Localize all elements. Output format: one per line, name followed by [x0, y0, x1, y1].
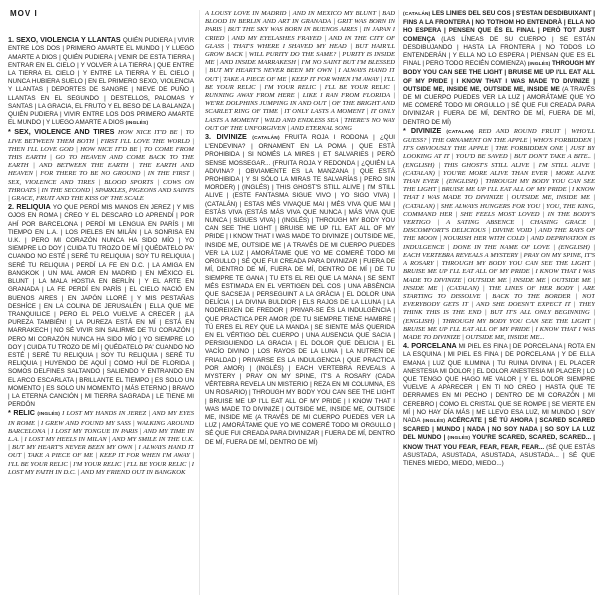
relic-english-continued: A LOUSY LOVE IN MADRID | AND IN MEXICO MY BLUNT | BAD BLOOD IN BERLIN AND ART IN GRANADA | GRIT WAS BORN IN PARIS | BUT THE SKY WAS BORN IN BUENOS AIRES | IN JAPAN I CRIED | AND MY EYELASHES FRAYED | AND IN THE CITY OF GLASS | THAT'S WHERE I SHAVED MY HEAD | BUT HAIR'LL GROW BACK | WILL PURITY DO THE SAME? | PURITY IS INSIDE ME | AND INSIDE MARRAKESH | I'M NO SAINT BUT I'M BLESSED | BUT MY HEART'S NEVER BEEN MY OWN | I ALWAYS HAND IT OUT | TAKE A PIECE OF ME | KEEP IT FOR WHEN I'M AWAY | I'LL BE YOUR RELIC | I'M YOUR RELIC | I'LL BE YOUR RELIC | RUNNING AWAY FROM HERE | LIKE I RAN FROM FLORIDA | WE'RE DOLPHINS JUMPING IN AND OUT | OF THE BRIGHT AND SCARLET RING OF TIME | IT ONLY LASTS A MOMENT | IT ONLY LASTS A MOMENT | WILD AND ENDLESS SEA | THERE'S NO WAY OUT OF THE UNFORGIVEN | AND ETERNAL SONG [205, 10, 395, 132]
song-1-english-text: HOW NICE IT'D BE | TO LIVE BETWEEN THEM BOTH | FIRST I'LL LOVE THE WORLD | THEN I'LL LOVE GOD | HOW NICE IT'D BE | TO COME FROM THIS EARTH | GO TO HEAVEN AND COME BACK TO THE EARTH | AND BETWEEN THE EARTH | THE EARTH AND HEAVEN | FOR THERE TO BE NO GROUND | IN THE FIRST | SEX, VIOLENCE AND TIRES | BLOOD SPORTS | COWS ON THROATS | IN THE SECOND | SPARKLES, PIGEONS AND SAINTS | GRACE, FRUIT AND THE KISS OF THE SCALE [8, 129, 194, 203]
song-1-english [8, 128, 194, 203]
song-2-english [8, 409, 194, 477]
column-divider [398, 10, 399, 595]
language-tag: (CATALAN) [446, 129, 479, 135]
language-tag: (INGLÉS) [422, 418, 448, 424]
song-title-divinize: 3. DIVINIZE [205, 132, 253, 142]
divinize-continued [403, 10, 595, 127]
song-2-lyrics [8, 203, 194, 409]
language-tag: (INGLÉS) [527, 62, 552, 68]
language-tag: (CATALÁN) [252, 136, 285, 142]
song-3-english-text: RED AND ROUND FRUIT | WHO'LL GUESS? | THE ORNAMENT ON THE APPLE | WHO'S FORBIDDEN | IT'S OBVIOUSLY THE APPLE | THE FORBIDDEN ONE | JUST BY LOOKING AT IT | YOU'D BE SAVED | BUT DON'T TAKE A BITE.. | (ENGLISH) | THIS GHOST'S STILL ALIVE | I'M STILL ALIVE | (CATALAN) | YOU'RE MORE ALIVE THAN EVER | MORE ALIVE THAN EVER | (ENGLISH) | THROUGH MY BODY YOU CAN SEE THE LIGHT | BRUISE ME UP I'LL EAT ALL OF MY PRIDE | I KNOW THAT I WAS MADE TO DIVINIZE | OUTSIDE ME, INSIDE ME | (CATALAN) | SHE ALWAYS HUNGERS FOR YOU | YOU, THE KING, COMMAND HER | SHE FEELS MOST LOVED | IN THE BODY'S VERTIGO | A SATING ABSENCE | CHASING GRACE | DISCOMFORT'S DELICIOUS | DIVINE VOID | AND THE RAYS OF THE MOON | NOURISH HER WITH COLD | AND DEPRIVATION IS INDULGENCE | DONE IN THE NAME OF LOVE | (ENGLISH) | EACH VERTEBRA REVEALS A MYSTERY | PRAY ON MY SPINE, IT'S A ROSARY | THROUGH MY BODY YOU CAN SEE THE LIGHT | BRUISE ME UP I'LL EAT ALL OF MY PRIDE | I KNOW THAT I WAS MADE TO DIVINIZE | OUTSIDE ME | INSIDE ME | OUTSIDE ME | INSIDE ME | (CATALAN) | THE LINES OF HER BODY | ARE STARTING TO DISSOLVE | BACK TO THE BORDER | NOT EVERYBODY GETS IT | AND SHE DOESN'T EXPECT IT | THEY THINK THIS IS THE END | BUT IT'S ALL ONLY BEGINNING | (ENGLISH) | THROUGH MY BODY YOU CAN SEE THE LIGHT | BRUISE ME UP I'LL EAT ALL OF MY PRIDE | I KNOW THAT I WAS MADE TO DIVINIZE | OUTSIDE ME, INSIDE ME... [403, 127, 595, 341]
song-title-porcelana: 4. PORCELANA [403, 341, 459, 351]
song-3-lyrics [205, 133, 395, 447]
catalan-translation: (LAS LÍNEAS DE SU CUERPO | SE ESTÁN DESDIBUJANDO | HASTA LA FRONTERA | NO TODOS LO ENTENDERÁN | Y ELLA NO LO ESPERA | PIENSAN QUE ES EL FINAL | PERO TODO RECIÉN COMIENZA) [403, 35, 595, 68]
song-4-lyrics [403, 342, 595, 468]
column-2 [205, 10, 395, 595]
english-chorus-translation: (A TRAVÉS DE MI CUERPO PUEDES VER LA LUZ | AMORÁTAME QUE YO ME COMERÉ TODO MI ORGULLO | SÉ QUE FUI CREADA PARA DIVINIZAR | FUERA DE MÍ, DENTRO DE MÍ, FUERA DE MÍ, DENTRO DE MÍ) [403, 85, 595, 126]
song-4-spanish-text: MI PIEL ES FINA | DE PORCELANA | ROTA EN LA ESQUINA | MI PIEL ES FINA | DE PORCELANA | Y DE ELLA EMANA | LUZ QUE ILUMINA | TU RUINA DIVINA | EL PLACER ANESTESIA MI DOLOR | EL DOLOR ANESTESIA MI PLACER | LO QUE TENGO QUE HAGO ME VALOR | Y EL DOLOR SIEMPRE VUELVE A APARECER | EN TI NO CREO | HASTA QUE TE DERRAMES EN MI PECHO | DENTRO DE MI CORAZÓN | MI CEREBRO | COMO EL CRISTAL QUE SE ROMPE | SE VIERTE EN MÍ | NO HAY DÍA MÁS | ME LLEVO ESA LUZ, MI MUNDO | SOY NADA [403, 343, 595, 424]
song-title-relic: * RELIC [8, 408, 38, 418]
song-1-spanish-text: QUIÉN PUDIERA | VIVIR ENTRE LOS DOS | PRIMERO AMARTE EL MUNDO | Y LUEGO AMARTE A DIOS | QUIÉN PUDIERA | VENIR DE ESTA TIERRA | ENTRAR EN EL CIELO | Y VOLVER A LA TIERRA | QUE ENTRE LA TIERRA EL CIELO | Y ENTRE LA TIERRA Y EL CIELO | NUNCA HUBIERA SUELO | EN EL PRIMERO SEXO, VIOLENCIA Y LLANTAS | DEPORTES DE SANGRE | NIEVE DE PUÑO | LLANTAS EN EL SEGUNDO | DESTELLOS, PALOMAS Y SANTAS | LA GRACIA, EL FRUTO Y EL BESO DE LA BALANZA | QUIÉN PUDIERA | VIVIR ENTRE LOS DOS PRIMERO AMARTE EL MUNDO | Y LUEGO AMARTE A DIOS [8, 37, 194, 127]
song-4-bold-text: ACÉRCATE | SÉ TÚ AHORA | SCARED SCARED SCARED | MUNDO | NADA | NO SOY NADA | SO SOY LA LUZ DEL MUNDO | [403, 416, 595, 442]
song-2-spanish-text: YO QUE PERDÍ MIS MANOS EN JEREZ | Y MIS OJOS EN ROMA | CREO Y EL DESCARO LO APRENDÍ | POR AHÍ POR BARCELONA | PERDÍ MI LENGUA EN PARÍS | MI TIEMPO EN L.A. | LOS PIELES EN MILÁN | LA SONRISA EN U.K. | PERO MI CORAZÓN NUNCA HA SIDO MÍO | YO SIEMPRE LO DOY | CUIDA TU TROZO DE MÍ | QUÉDATELO PA' CUANDO NO ESTÉ | SERÉ TU RELIQUIA | SOY TU RELIQUIA | SERÉ TU RELIQUIA | PERDÍ LA FE EN D.C. | LA AMIGA EN BANGKOK | UN MAL AMOR EN MADRID | EN MÉXICO EL BLUNT | LA MALA HOSTIA EN BERLÍN | Y EL ARTE EN GRANADA | LA FE PERDÍ EN PARÍS | EL CIELO NACIÓ EN BUENOS AIRES | EN JAPÓN LLORÉ | Y MIS PESTAÑAS DESHÍCE | EN LA COLINA DE JERUSALÉN | ELLA QUE ME TRANQUILICE | PERO EL PELO VUELVE A CRECER | ¡LA PUREZA TAMBIÉN! | LA PUREZA ESTÁ EN MÍ | ESTÁ EN MARRAKECH | NO SÉ VIVIR SIN SALIRME DE TU CORAZÓN | PERO MI CORAZÓN NUNCA HA SIDO MÍO | YO SIEMPRE LO DOY | CUIDA TU TROZO DE MÍ | QUÉDATELO PA' CUANDO NO ESTÉ | SERÉ TU RELIQUIA | SOY TU RELIQUIA | SERÉ TU RELIQUIA | HUYENDO DE AQUÍ | COMO HUÍ DE FLORIDA | SOMOS DELFINES SALTANDO | SALIENDO Y ENTRANDO EN EL ARCO ESCARLATA | BRILLANTE EL TIEMPO | ES SOLO UN MOMENTO | ES SOLO UN MOMENTO | MÁS ETERNO | BRAVO | LA ETERNA CANCIÓN | MI TIERRA SAGRADA | LE TIENE MI PERDÓN [8, 204, 194, 409]
song-1-lyrics [8, 36, 194, 128]
column-divider [199, 10, 200, 595]
song-4-english-bold: YOU'RE SCARED, SCARED, SCARED... | KNOW THAT YOU FEAR, FEAR, FEAR, FEAR... [403, 434, 595, 451]
catalan-lines: LES LÍNIES DEL SEU COS | S'ESTAN DESDIBUIXANT | FINS A LA FRONTERA | NO TOTHOM HO ENTENDRÀ | ELLA NO HO ESPERA | PENSEN QUE ÉS EL FINAL | PERÒ TOT JUST COMENÇA [403, 10, 595, 43]
language-tag: (INGLÉS) [447, 436, 473, 442]
song-title-divinize-en: * DIVINIZE [403, 125, 447, 135]
song-title-sex-violence-and-tires: * SEX, VIOLENCE AND TIRES [8, 127, 118, 137]
song-3-text: FRUITA ROJA I RODONA | ¿QUI L'ENDEVINA? | ORNAMENT EN LA POMA | QUE ESTÀ PROHIBIDA | SI NOMÉS LA MIRES | ET SALVARIES | PERÒ SENSE MOSSEGAR... (FRUITA ROJA Y REDONDA | ¿QUIÉN LA ADIVINA? | OBVIAMENTE ES LA MANZANA | QUE ESTÁ PROHIBIDA | Y SI SÓLO LA MIRAS TE SALVARÍAS | PERO SIN MORDER) | (INGLÉS) | THIS GHOST'S STILL ALIVE | I'M STILL ALIVE | (ESTE FANTASMA SIGUE VIVO | YO SIGO VIVA) | (CATALÁN) | ESTAS MÉS VIVAQUE MAI | MÉS VIVA QUE MAI | ESTÀS VIVA (ESTÁS MÁS VIVA QUE NUNCA | MÁS VIVA QUE NUNCA | SIGUES VIVA) | (INGLÉS) | THROUGH MY BODY YOU CAN SEE THE LIGHT | BRUISE ME UP I'LL EAT ALL OF MY PRIDE | I KNOW THAT I WAS MADE TO DIVINIZE | OUTSIDE ME, INSIDE ME, OUTSIDE ME | A TRAVÉS DE MI CUERPO PUEDES VER LA LUZ | AMORÁTAME QUE YO ME COMERÉ TODO MI ORGULLO | SÉ QUE FUI CREADA PARA DIVINIZAR | FUERA DE MÍ, DENTRO DE MÍ, FUERA DE MÍ, DENTRO DE MÍ | DE TU SIEMPRE TE GANA | TU ETS EL REI QUE LA MANA | SE SENT MÉS ESTIMADA EN EL VERTIGEN DEL COS | UNA ABSÈNCIA QUE SACSEJA | PERSEGUINT A LA GRÀCIA | EL DOLOR UNA DELÍCIA | LA DIVINA BULDIOR | ELS RAJOS DE LA LLUNA | LA NODREIXEN DE FREDOR | PRIVAR-SE ÉS LA INDULGÈNCIA | QUE PRACTICA PER AMOR (DE TU SIEMPRE TIENE HAMBRE | TÚ ERES EL REY QUE LA MANDA | SE SIENTE MÁS QUERIDA EN EL VÉRTIGO DEL CUERPO | UNA AUSENCIA QUE SACIA | PERSIGUIENDO LA GRACIA | EL DOLOR QUE DELICIA | EL VACÍO DIVINO | LOS RAYOS DE LA LUNA | LA NUTREN DE FRIALDAD | PRIVARSE ES LA INDULGENCIA | QUE PRACTICA POR AMOR) | (INGLÉS) | EACH VERTEBRA REVEALS A MYSTERY | PRAY ON MY SPINE, IT'S A ROSARY (CADA VÉRTEBRA REVELA UN MISTERIO | REZA EN MI COLUMNA, ES UN ROSARIO) | THROUGH MY BODY YOU CAN SEE THE LIGHT | BRUISE ME UP I'LL EAT ALL OF MY PRIDE | I KNOW THAT I WAS MADE TO DIVINIZE | OUTSIDE ME, INSIDE ME, OUTSIDE ME, INSIDE ME (A TRAVÉS DE MI CUERPO PUEDES VER LA LUZ | AMORÁTAME QUE YO ME COMERÉ TODO MI ORGULLO | SÉ QUE FUI CREADA PARA DIVINIZAR | FUERA DE MÍ, DENTRO DE MÍ, FUERA DE MÍ, DENTRO DE MÍ) [205, 134, 395, 446]
song-2-english-text: I LOST MY HANDS IN JEREZ | AND MY EYES IN ROME | I GREW AND FOUND MY SASS | WALKING AROUND BARCELONA | I LOST MY TONGUE IN PARIS | AND MY TIME IN L.A. | I LOST MY HEELS IN MILAN | AND MY SMILE IN THE U.K. | BUT MY HEART'S NEVER BEEN MY OWN | I ALWAYS HAND IT OUT | TAKE A PIECE OF ME | KEEP IT FOR WHEN I'M AWAY | I'LL BE YOUR RELIC | I'M YOUR RELIC | I'LL BE YOUR RELIC | I LOST MY FAITH IN D.C. | AND MY FRIEND OUT IN BANGKOK [8, 410, 194, 476]
song-title-sexo-violencia-y-llantas: 1. SEXO, VIOLENCIA Y LLANTAS [8, 35, 123, 45]
song-3-english [403, 127, 595, 342]
language-tag: (CATALÁN) [403, 12, 433, 17]
column-1 [8, 10, 194, 595]
movement-title: MOV I [10, 10, 38, 18]
song-4-ending: (SÉ QUE ESTÁS ASUSTADA, ASUSTADA, ASUSTADA, ASUSTADA... | SÉ QUE TIENES MIEDO, MIEDO, MIEDO...) [403, 443, 595, 467]
language-tag: (INGLÉS) [37, 412, 63, 418]
song-title-reliquia: 2. RELIQUIA [8, 202, 53, 212]
english-chorus: THROUGH MY BODY YOU CAN SEE THE LIGHT | BRUISE ME UP I'LL EAT ALL OF MY PRIDE | I KNOW THAT I WAS MADE TO DIVINIZE | OUTSIDE ME, INSIDE ME, OUTSIDE ME, INSIDE ME [403, 60, 595, 93]
column-3 [403, 10, 595, 595]
language-tag: (INGLÉS) [125, 121, 149, 127]
